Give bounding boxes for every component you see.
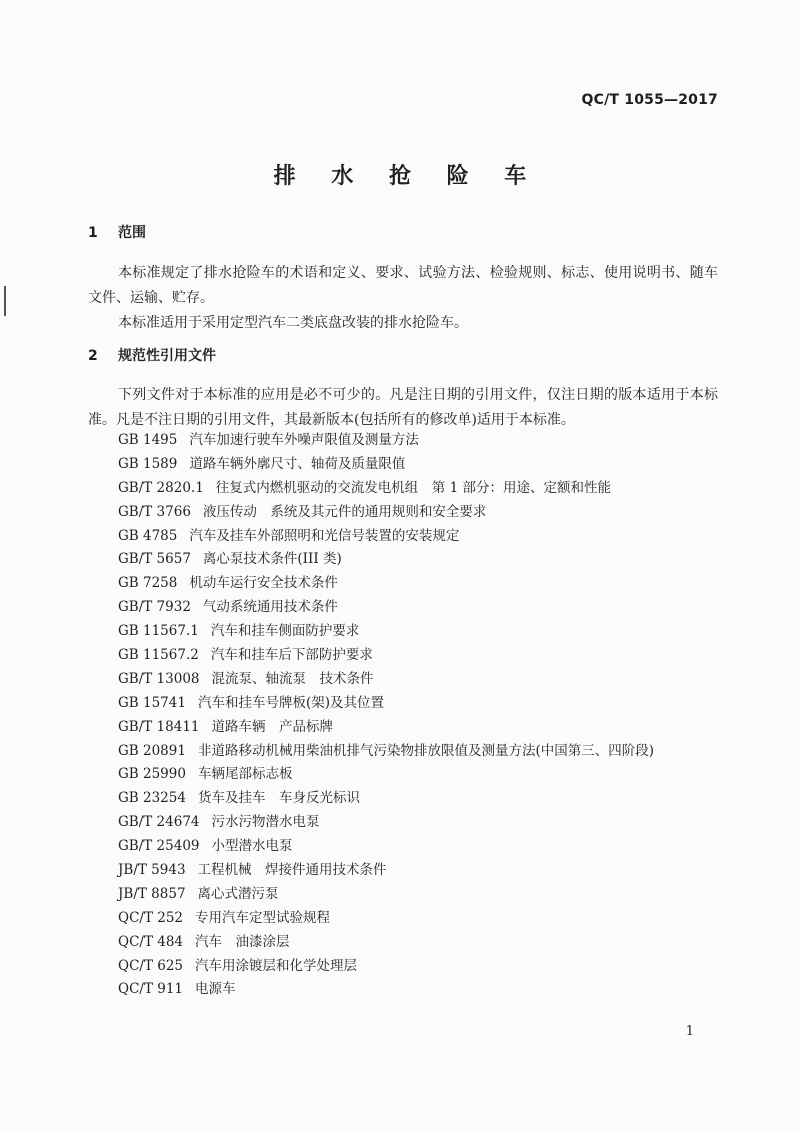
reference-code: GB 4785	[118, 527, 178, 544]
standard-code: QC/T 1055—2017	[581, 92, 718, 108]
reference-code: GB 15741	[118, 694, 186, 711]
section-1-number: 1	[88, 225, 98, 241]
reference-code: QC/T 911	[118, 981, 184, 998]
reference-title: 汽车及挂车外部照明和光信号装置的安装规定	[189, 527, 460, 544]
reference-item	[118, 429, 738, 453]
reference-code: GB 7258	[118, 575, 178, 592]
reference-item	[118, 477, 738, 501]
reference-code: GB 20891	[118, 742, 186, 759]
reference-code: GB 1589	[118, 455, 178, 472]
reference-code: GB/T 2820.1	[118, 479, 204, 496]
normative-reference-list	[118, 429, 738, 1002]
reference-code: QC/T 252	[118, 909, 184, 926]
reference-item	[118, 931, 738, 955]
reference-item	[118, 907, 738, 931]
reference-title: 专用汽车定型试验规程	[195, 909, 331, 926]
section-2-title: 规范性引用文件	[118, 348, 216, 364]
reference-item	[118, 835, 738, 859]
reference-item	[118, 955, 738, 979]
section-2-paragraph-1: 下列文件对于本标准的应用是必不可少的。凡是注日期的引用文件，仅注日期的版本适用于本标准。凡是不注日期的引用文件，其最新版本(包括所有的修改单)适用于本标准。	[88, 387, 718, 428]
reference-code: GB/T 25409	[118, 838, 200, 855]
reference-title: 汽车 油漆涂层	[195, 933, 290, 950]
reference-code: JB/T 5943	[118, 862, 186, 879]
reference-item	[118, 883, 738, 907]
reference-item	[118, 596, 738, 620]
reference-code: GB 23254	[118, 790, 186, 807]
reference-title: 货车及挂车 车身反光标识	[197, 790, 360, 807]
reference-item	[118, 978, 738, 1002]
reference-item	[118, 763, 738, 787]
reference-code: GB/T 18411	[118, 718, 200, 735]
reference-title: 汽车用涂镀层和化学处理层	[195, 957, 358, 974]
reference-title: 往复式内燃机驱动的交流发电机组 第 1 部分：用途、定额和性能	[215, 479, 611, 496]
reference-code: GB 11567.1	[118, 623, 199, 640]
reference-title: 污水污物潜水电泵	[211, 814, 320, 831]
reference-title: 汽车和挂车后下部防护要求	[210, 647, 373, 664]
reference-code: GB 25990	[118, 766, 186, 783]
reference-code: GB/T 5657	[118, 551, 191, 568]
reference-item	[118, 620, 738, 644]
reference-title: 汽车和挂车号牌板(架)及其位置	[197, 694, 384, 711]
reference-title: 汽车和挂车侧面防护要求	[210, 623, 360, 640]
reference-title: 气动系统通用技术条件	[202, 599, 338, 616]
reference-title: 车辆尾部标志板	[197, 766, 293, 783]
reference-item	[118, 525, 738, 549]
section-1-paragraph-1: 本标准规定了排水抢险车的术语和定义、要求、试验方法、检验规则、标志、使用说明书、随车文件、运输、贮存。	[88, 265, 718, 306]
reference-item	[118, 740, 738, 764]
reference-code: JB/T 8857	[118, 885, 186, 902]
reference-item	[118, 453, 738, 477]
reference-title: 道路车辆外廓尺寸、轴荷及质量限值	[189, 455, 406, 472]
reference-title: 电源车	[195, 981, 236, 998]
reference-item	[118, 572, 738, 596]
reference-title: 道路车辆 产品标牌	[211, 718, 333, 735]
reference-title: 混流泵、轴流泵 技术条件	[211, 670, 374, 687]
reference-item	[118, 644, 738, 668]
reference-title: 非道路移动机械用柴油机排气污染物排放限值及测量方法(中国第三、四阶段)	[197, 742, 654, 759]
document-title: 排 水 抢 险 车	[273, 164, 541, 189]
reference-title: 汽车加速行驶车外噪声限值及测量方法	[189, 432, 419, 448]
reference-title: 离心式潜污泵	[197, 885, 279, 902]
page-number: 1	[685, 1024, 694, 1039]
reference-code: GB 11567.2	[118, 647, 199, 664]
reference-code: GB/T 7932	[118, 599, 191, 616]
reference-item	[118, 716, 738, 740]
section-2-heading	[88, 345, 216, 365]
reference-title: 离心泵技术条件(III 类)	[202, 551, 342, 568]
reference-item	[118, 859, 738, 883]
reference-item	[118, 668, 738, 692]
section-1-title: 范围	[118, 225, 146, 241]
reference-item	[118, 548, 738, 572]
reference-code: QC/T 484	[118, 933, 184, 950]
reference-title: 机动车运行安全技术条件	[189, 575, 338, 592]
reference-item	[118, 811, 738, 835]
reference-code: GB/T 13008	[118, 670, 200, 687]
reference-code: GB 1495	[118, 432, 178, 448]
scan-margin-mark	[4, 286, 6, 316]
section-2-number: 2	[88, 348, 98, 364]
reference-item	[118, 692, 738, 716]
reference-title: 小型潜水电泵	[211, 838, 293, 855]
reference-code: GB/T 24674	[118, 814, 200, 831]
reference-code: QC/T 625	[118, 957, 184, 974]
reference-item	[118, 787, 738, 811]
reference-title: 液压传动 系统及其元件的通用规则和安全要求	[202, 503, 487, 520]
section-1-heading	[88, 222, 146, 242]
reference-title: 工程机械 焊接件通用技术条件	[197, 862, 387, 879]
reference-code: GB/T 3766	[118, 503, 191, 520]
section-1-paragraph-2: 本标准适用于采用定型汽车二类底盘改装的排水抢险车。	[118, 315, 468, 331]
reference-item	[118, 501, 738, 525]
